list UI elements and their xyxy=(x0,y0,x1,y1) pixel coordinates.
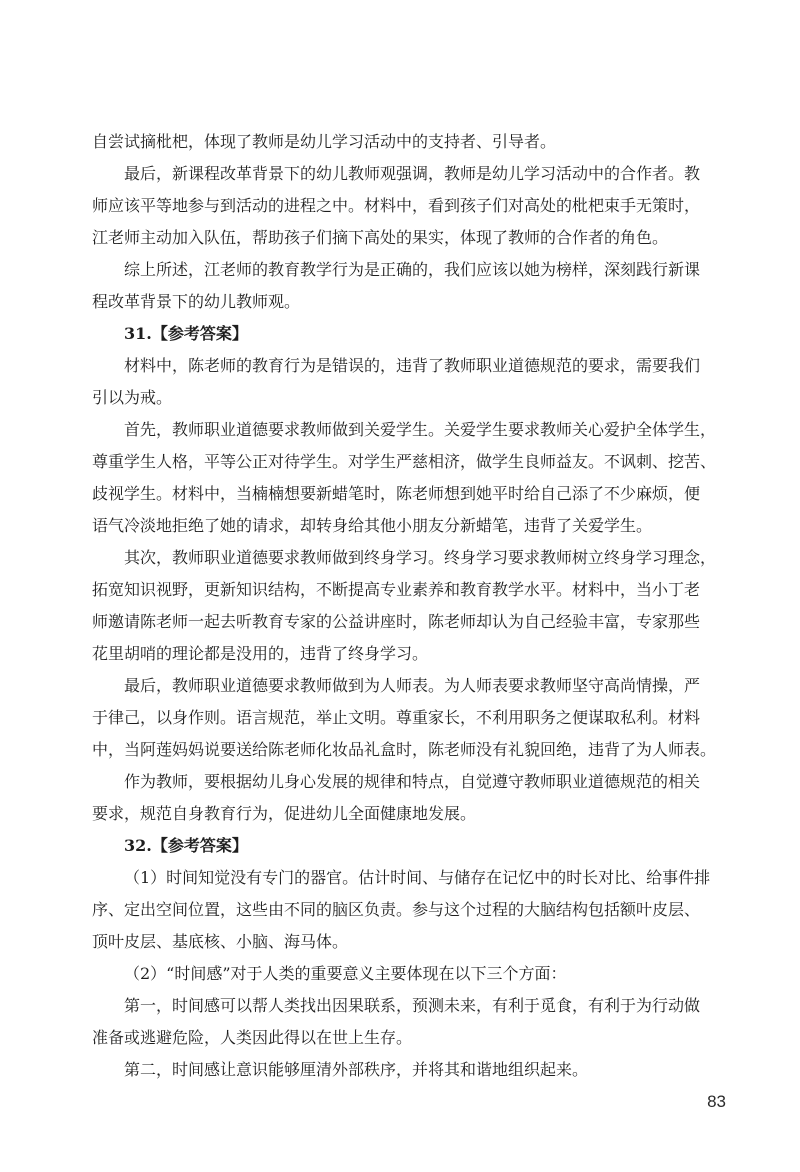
text-line: 师应该平等地参与到活动的进程之中。材料中，看到孩子们对高处的枇杷束手无策时， xyxy=(92,196,701,215)
page-number: 83 xyxy=(707,1092,726,1111)
text-line: 准备或逃避危险，人类因此得以在世上生存。 xyxy=(92,1028,413,1047)
text-line: 尊重学生人格，平等公正对待学生。对学生严慈相济，做学生良师益友。不讽刺、挖苦、 xyxy=(92,452,717,471)
text-line: 最后，新课程改革背景下的幼儿教师观强调，教师是幼儿学习活动中的合作者。教 xyxy=(124,164,701,183)
text-line: 江老师主动加入队伍，帮助孩子们摘下高处的果实，体现了教师的合作者的角色。 xyxy=(92,228,669,247)
answer-heading-32: 32.【参考答案】 xyxy=(124,836,248,855)
text-line: 综上所述，江老师的教育教学行为是正确的，我们应该以她为榜样，深刻践行新课 xyxy=(124,260,701,279)
text-line: 第二，时间感让意识能够厘清外部秩序，并将其和谐地组织起来。 xyxy=(124,1060,589,1079)
text-line: 要求，规范自身教育行为，促进幼儿全面健康地发展。 xyxy=(92,804,477,823)
text-line: 自尝试摘枇杷，体现了教师是幼儿学习活动中的支持者、引导者。 xyxy=(92,132,557,151)
text-line: （1）时间知觉没有专门的器官。估计时间、与储存在记忆中的时长对比、给事件排 xyxy=(124,868,711,887)
text-line: 顶叶皮层、基底核、小脑、海马体。 xyxy=(92,932,349,951)
text-line: 最后，教师职业道德要求教师做到为人师表。为人师表要求教师坚守高尚情操，严 xyxy=(124,676,701,695)
text-line: 师邀请陈老师一起去听教育专家的公益讲座时，陈老师却认为自己经验丰富，专家那些 xyxy=(92,612,701,631)
text-line: 程改革背景下的幼儿教师观。 xyxy=(92,292,301,311)
body-text xyxy=(92,126,717,1086)
text-line: 序、定出空间位置，这些由不同的脑区负责。参与这个过程的大脑结构包括额叶皮层、 xyxy=(92,900,701,919)
text-line: 拓宽知识视野，更新知识结构，不断提高专业素养和教育教学水平。材料中，当小丁老 xyxy=(92,580,701,599)
text-line: 花里胡哨的理论都是没用的，违背了终身学习。 xyxy=(92,644,429,663)
text-line: 材料中，陈老师的教育行为是错误的，违背了教师职业道德规范的要求，需要我们 xyxy=(124,356,701,375)
answer-heading-31: 31.【参考答案】 xyxy=(124,324,248,343)
text-line: 引以为戒。 xyxy=(92,388,173,407)
text-line: 首先，教师职业道德要求教师做到关爱学生。关爱学生要求教师关心爱护全体学生， xyxy=(124,420,717,439)
text-line: 中，当阿莲妈妈说要送给陈老师化妆品礼盒时，陈老师没有礼貌回绝，违背了为人师表。 xyxy=(92,740,717,759)
text-line: 语气冷淡地拒绝了她的请求，却转身给其他小朋友分新蜡笔，违背了关爱学生。 xyxy=(92,516,653,535)
text-line: 第一，时间感可以帮人类找出因果联系，预测未来，有利于觅食，有利于为行动做 xyxy=(124,996,701,1015)
text-line: 歧视学生。材料中，当楠楠想要新蜡笔时，陈老师想到她平时给自己添了不少麻烦，便 xyxy=(92,484,701,503)
text-line: 作为教师，要根据幼儿身心发展的规律和特点，自觉遵守教师职业道德规范的相关 xyxy=(124,772,701,791)
text-line: 于律己，以身作则。语言规范，举止文明。尊重家长，不利用职务之便谋取私利。材料 xyxy=(92,708,701,727)
text-line: （2）“时间感”对于人类的重要意义主要体现在以下三个方面： xyxy=(124,964,567,983)
text-line: 其次，教师职业道德要求教师做到终身学习。终身学习要求教师树立终身学习理念， xyxy=(124,548,717,567)
